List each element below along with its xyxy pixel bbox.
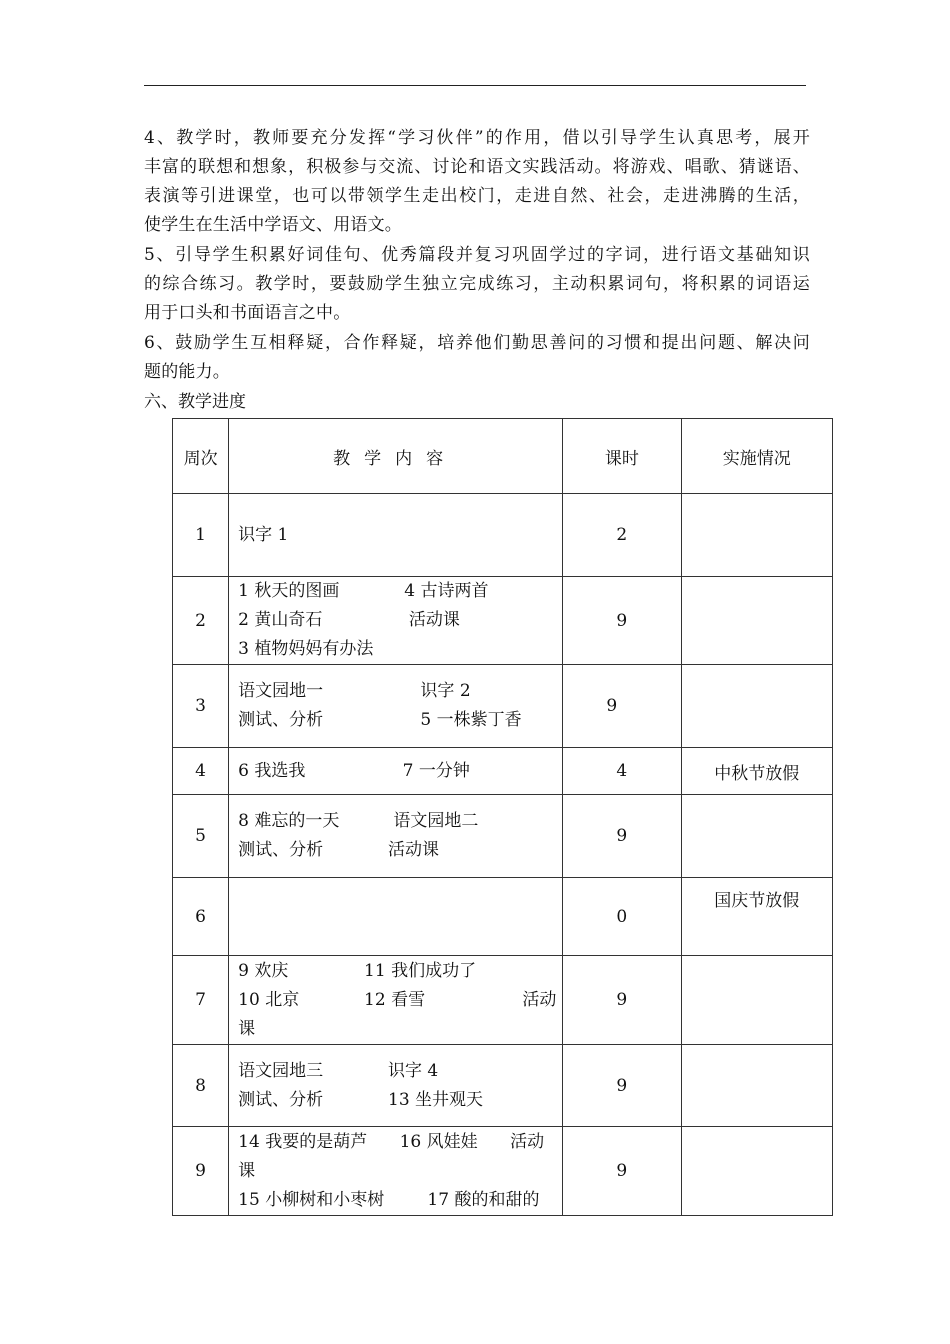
status-cell <box>681 1127 833 1216</box>
header-status: 实施情况 <box>681 419 833 494</box>
hours-cell <box>563 665 681 748</box>
paragraph-line: 6、鼓励学生互相释疑，合作释疑，培养他们勤思善问的习惯和提出问题、解决问 <box>144 333 810 353</box>
table-row <box>173 1127 833 1216</box>
header-hours: 课时 <box>563 419 681 494</box>
week-cell: 9 <box>173 1127 229 1216</box>
content-line: 课 <box>238 1160 256 1181</box>
week-cell: 1 <box>173 494 229 577</box>
content-cell <box>229 577 563 665</box>
content-line: 语文园地三 识字 4 <box>238 1060 439 1081</box>
week-cell: 4 <box>173 748 229 795</box>
status-cell <box>681 665 833 748</box>
paragraph-line: 的综合练习。教学时，要鼓励学生独立完成练习，主动积累词句，将积累的词语运 <box>144 274 810 294</box>
content-line: 测试、分析 5 一株紫丁香 <box>238 710 522 730</box>
week-cell: 6 <box>173 878 229 956</box>
week-cell: 7 <box>173 956 229 1045</box>
table-row <box>173 956 833 1045</box>
week-cell: 5 <box>173 795 229 878</box>
status-cell <box>681 956 833 1045</box>
content-line: 测试、分析 活动课 <box>238 840 440 860</box>
table-row <box>173 795 833 878</box>
content-cell <box>229 494 563 577</box>
paragraph-line: 4、教学时，教师要充分发挥“学习伙伴”的作用，借以引导学生认真思考，展开 <box>144 128 810 148</box>
content-line: 3 植物妈妈有办法 <box>238 639 374 659</box>
content-line: 15 小柳树和小枣树 17 酸的和甜的 <box>238 1189 540 1210</box>
content-line: 2 黄山奇石 活动课 <box>238 610 460 630</box>
content-line: 8 难忘的一天 语文园地二 <box>238 811 479 831</box>
table-row <box>173 577 833 665</box>
hours-cell: 9 <box>563 795 681 878</box>
content-line: 1 秋天的图画 4 古诗两首 <box>238 581 489 601</box>
content-cell <box>229 1045 563 1127</box>
content-cell <box>229 748 563 795</box>
content-cell <box>229 795 563 878</box>
week-cell: 3 <box>173 665 229 748</box>
content-line: 测试、分析 13 坐井观天 <box>238 1089 484 1110</box>
hours-cell: 4 <box>563 748 681 795</box>
hours-cell: 9 <box>563 577 681 665</box>
content-line: 10 北京 12 看雪 活动 <box>238 989 557 1010</box>
header-week: 周次 <box>173 419 229 494</box>
content-line: 9 欢庆 11 我们成功了 <box>238 960 477 981</box>
paragraph-line: 用于口头和书面语言之中。 <box>144 303 351 323</box>
table-row <box>173 665 833 748</box>
hours-cell: 0 <box>563 878 681 956</box>
paragraph-line: 表演等引进课堂，也可以带领学生走出校门，走进自然、社会，走进沸腾的生活， <box>144 186 810 206</box>
teaching-schedule-table <box>172 418 833 1216</box>
table-row <box>173 748 833 795</box>
status-cell <box>681 795 833 878</box>
status-cell: 国庆节放假 <box>681 878 833 956</box>
paragraph-6 <box>144 329 810 387</box>
content-cell <box>229 1127 563 1216</box>
week-cell: 8 <box>173 1045 229 1127</box>
table-row <box>173 494 833 577</box>
content-line: 课 <box>238 1018 256 1039</box>
table-row <box>173 1045 833 1127</box>
content-cell <box>229 665 563 748</box>
content-line: 6 我选我 7 一分钟 <box>238 760 470 781</box>
status-cell <box>681 577 833 665</box>
content-cell <box>229 878 563 956</box>
content-line: 识字 1 <box>238 524 289 545</box>
table-row <box>173 878 833 956</box>
content-cell <box>229 956 563 1045</box>
status-cell: 中秋节放假 <box>681 748 833 795</box>
paragraph-4 <box>144 124 810 240</box>
status-cell <box>681 1045 833 1127</box>
paragraph-line: 使学生在生活中学语文、用语文。 <box>144 215 402 235</box>
hours-cell: 9 <box>563 1045 681 1127</box>
paragraph-line: 丰富的联想和想象，积极参与交流、讨论和语文实践活动。将游戏、唱歌、猜谜语、 <box>144 157 810 177</box>
paragraph-5 <box>144 241 810 328</box>
hours-cell: 9 <box>563 1127 681 1216</box>
hours-cell: 2 <box>563 494 681 577</box>
paragraph-line: 5、引导学生积累好词佳句、优秀篇段并复习巩固学过的字词，进行语文基础知识 <box>144 245 810 265</box>
status-cell <box>681 494 833 577</box>
content-line: 语文园地一 识字 2 <box>238 681 471 701</box>
table-header-row <box>173 419 833 494</box>
paragraph-line: 题的能力。 <box>144 362 230 382</box>
header-content: 教学内容 <box>229 419 563 494</box>
hours-cell: 9 <box>563 956 681 1045</box>
header-rule <box>144 85 806 86</box>
hours-value: 9 <box>606 696 618 716</box>
section-heading: 六、教学进度 <box>144 392 246 412</box>
content-line: 14 我要的是葫芦 16 风娃娃 活动 <box>238 1131 545 1152</box>
week-cell: 2 <box>173 577 229 665</box>
